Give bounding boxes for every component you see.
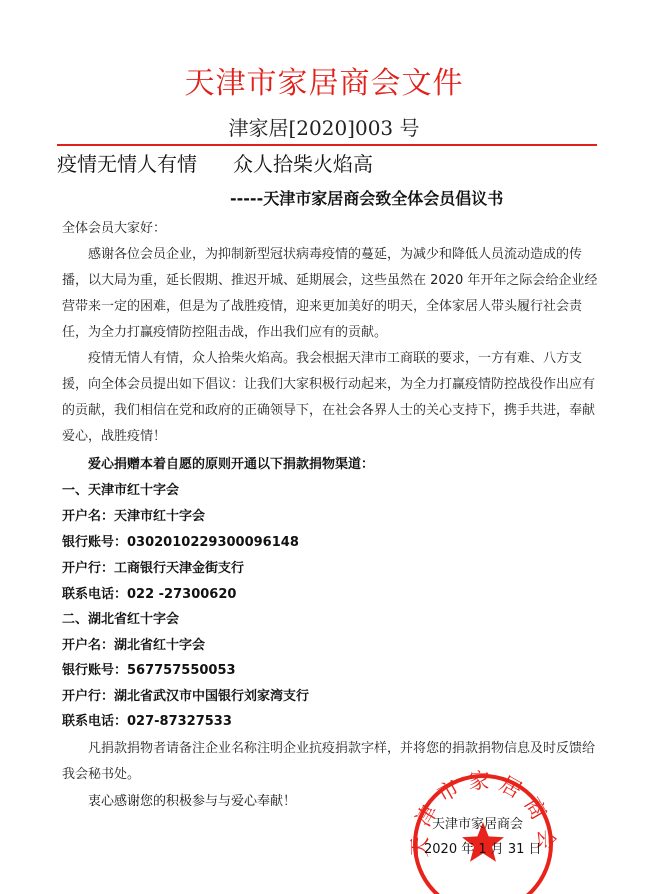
channel-2-account-number: 银行账号：567757550053: [62, 663, 236, 678]
seal-text: 天津市家居商会: [408, 769, 558, 858]
channel-2-bank: 开户行：湖北省武汉市中国银行刘家湾支行: [62, 689, 310, 704]
subtitle: -----天津市家居商会致全体会员倡议书: [230, 189, 504, 208]
headline-part-2: 众人拾柴火焰高: [233, 152, 373, 176]
channel-1-bank: 开户行：工商银行天津金街支行: [62, 561, 245, 576]
document-number: 津家居[2020]003 号: [228, 116, 420, 140]
channel-2-phone: 联系电话：027-87327533: [62, 714, 232, 729]
channel-2-heading: 二、湖北省红十字会: [62, 612, 180, 627]
paragraph-1: 感谢各位会员企业，为抑制新型冠状病毒疫情的蔓延，为减少和降低人员流动造成的传播，以大局为重，延长假期、推迟开城、延期展会，这些虽然在 2020 年开年之际会给企业经营带来一定的困难，但是为了战胜疫情，迎来更加美好的明天，全体家居人带头履行社会责任，为全力打赢疫情防控阻击战，作出我们应有的贡献。: [62, 247, 598, 340]
greeting: 全体会员大家好：: [62, 221, 167, 236]
closing-line: 衷心感谢您的积极参与与爱心奉献！: [88, 794, 297, 809]
channel-1-heading: 一、天津市红十字会: [62, 483, 180, 498]
donation-intro: 爱心捐赠本着自愿的原则开通以下捐款捐物渠道：: [88, 457, 375, 472]
red-header-rule: [57, 144, 597, 146]
signature-organization: 天津市家居商会: [432, 817, 524, 832]
headline: [57, 148, 373, 177]
signature-date: 2020 年 1 月 31 日: [424, 842, 542, 857]
channel-2-account-name: 开户名：湖北省红十字会: [62, 638, 206, 653]
headline-part-1: 疫情无情人有情: [57, 152, 197, 176]
channel-1-account-number: 银行账号：0302010229300096148: [62, 535, 299, 550]
document-title: 天津市家居商会文件: [184, 66, 464, 101]
paragraph-2: 疫情无情人有情，众人拾柴火焰高。我会根据天津市工商联的要求，一方有难、八方支援，向全体会员提出如下倡议：让我们大家积极行动起来，为全力打赢疫情防控战役作出应有的贡献，我们相信在党和政府的正确领导下，在社会各界人士的关心支持下，携手共进，奉献爱心，战胜疫情！: [62, 351, 596, 444]
channel-1-phone: 联系电话：022 -27300620: [62, 587, 237, 602]
channel-1-account-name: 开户名：天津市红十字会: [62, 509, 206, 524]
paragraph-4: 凡捐款捐物者请备注企业名称注明企业抗疫捐款字样，并将您的捐款捐物信息及时反馈给我会秘书处。: [62, 741, 596, 782]
